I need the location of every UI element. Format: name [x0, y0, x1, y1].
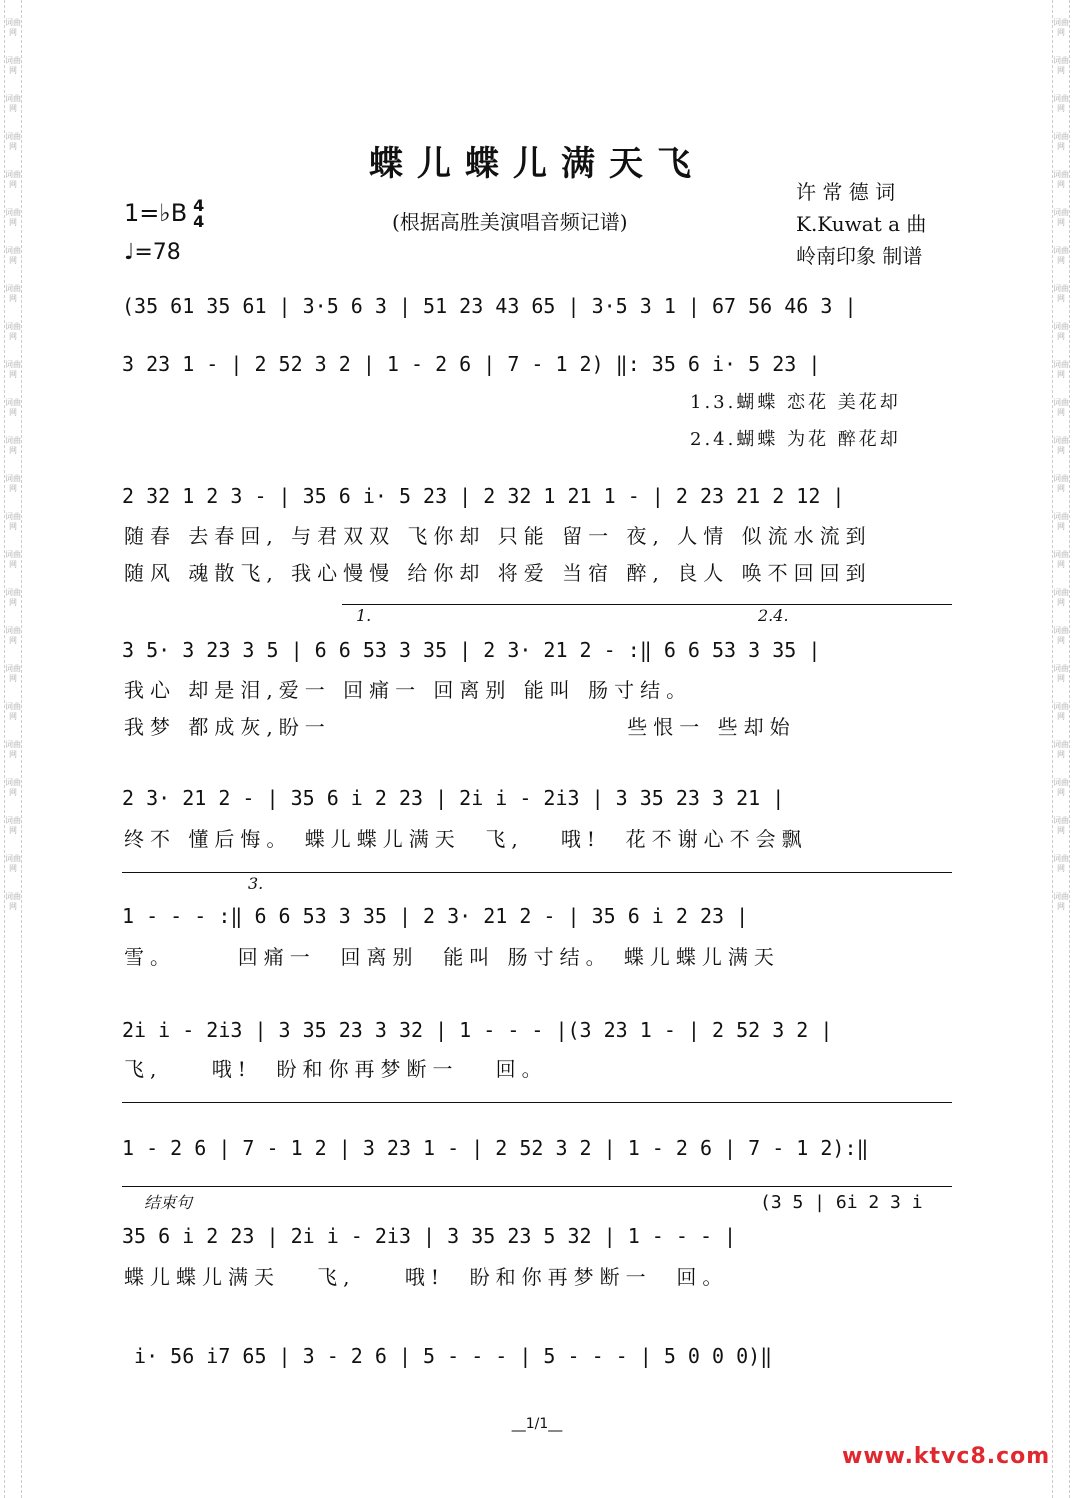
side-watermark-text: 词曲网	[1053, 664, 1069, 683]
lyric-row-2b: 2.4.蝴蝶 为花 醉花却	[690, 429, 901, 450]
section-line	[122, 1102, 952, 1103]
side-watermark-text: 词曲网	[5, 132, 21, 151]
side-watermark-text: 词曲网	[1053, 892, 1069, 911]
right-watermark-strip	[1052, 0, 1070, 1498]
volta-3-label: 3.	[248, 874, 264, 893]
ending-pickup: (3 5 | 6i 2 3 i	[760, 1192, 923, 1213]
left-watermark-strip	[4, 0, 22, 1498]
side-watermark-text: 词曲网	[5, 170, 21, 189]
side-watermark-text: 词曲网	[1053, 170, 1069, 189]
page-number: __1/1__	[511, 1416, 563, 1432]
lyric-row-3b: 随风 魂散飞, 我心慢慢 给你却 将爱 当宿 醉, 良人 唤不回回到	[124, 561, 872, 585]
side-watermark-text: 词曲网	[1053, 56, 1069, 75]
lyric-row-7: 飞, 哦! 盼和你再梦断一 回。	[124, 1057, 548, 1081]
side-watermark-text: 词曲网	[5, 322, 21, 341]
side-watermark-text: 词曲网	[5, 360, 21, 379]
side-watermark-text: 词曲网	[1053, 322, 1069, 341]
side-watermark-text: 词曲网	[1053, 474, 1069, 493]
volta-line-3	[122, 872, 952, 873]
lyric-row-5: 终不 懂后悔。 蝶儿蝶儿满天 飞, 哦! 花不谢心不会飘	[124, 827, 808, 851]
side-watermark-text: 词曲网	[5, 778, 21, 797]
volta-line	[342, 604, 952, 605]
ending-line	[122, 1186, 952, 1187]
side-watermark-text: 词曲网	[1053, 360, 1069, 379]
notation-row-2: 3 23 1 - | 2 52 3 2 | 1 - 2 6 | 7 - 1 2) ‖: 35 6 i· 5 23 |	[122, 352, 821, 376]
notation-row-6: 1 - - - :‖ 6 6 53 3 35 | 2 3· 21 2 - | 35 6 i 2 23 |	[122, 904, 749, 928]
lyric-row-9: 蝶儿蝶儿满天 飞, 哦! 盼和你再梦断一 回。	[124, 1265, 729, 1289]
side-watermark-text: 词曲网	[5, 436, 21, 455]
tempo-marking: ♩=78	[124, 240, 181, 265]
side-watermark-text: 词曲网	[5, 816, 21, 835]
lyric-row-4b: 我梦 都成灰,盼一 些恨一 些却始	[124, 715, 796, 739]
notation-row-3: 2 32 1 2 3 - | 35 6 i· 5 23 | 2 32 1 21 1 - | 2 23 21 2 12 |	[122, 484, 845, 508]
notation-row-1: (35 61 35 61 | 3·5 6 3 | 51 23 43 65 | 3·5 3 1 | 67 56 46 3 |	[122, 294, 857, 318]
notation-row-5: 2 3· 21 2 - | 35 6 i 2 23 | 2i i - 2i3 | 3 35 23 3 21 |	[122, 786, 785, 810]
time-signature: 4 4	[193, 196, 205, 231]
side-watermark-text: 词曲网	[1053, 588, 1069, 607]
side-watermark-text: 词曲网	[1053, 132, 1069, 151]
side-watermark-text: 词曲网	[1053, 246, 1069, 265]
song-title: 蝶儿蝶儿满天飞	[369, 144, 705, 184]
side-watermark-text: 词曲网	[1053, 18, 1069, 37]
notation-row-9: 35 6 i 2 23 | 2i i - 2i3 | 3 35 23 5 32 | 1 - - - |	[122, 1224, 737, 1248]
volta-24-label: 2.4.	[758, 606, 789, 625]
subtitle: (根据高胜美演唱音频记谱)	[392, 210, 628, 234]
side-watermark-text: 词曲网	[5, 246, 21, 265]
side-watermark-text: 词曲网	[5, 702, 21, 721]
side-watermark-text: 词曲网	[5, 550, 21, 569]
notation-row-7: 2i i - 2i3 | 3 35 23 3 32 | 1 - - - |(3 23 1 - | 2 52 3 2 |	[122, 1018, 833, 1042]
notation-row-8: 1 - 2 6 | 7 - 1 2 | 3 23 1 - | 2 52 3 2 | 1 - 2 6 | 7 - 1 2):‖	[122, 1136, 869, 1160]
site-watermark: www.ktvc8.com	[842, 1444, 1051, 1469]
lyric-row-2a: 1.3.蝴蝶 恋花 美花却	[690, 392, 901, 413]
side-watermark-text: 词曲网	[5, 94, 21, 113]
credits	[796, 176, 926, 272]
side-watermark-text: 词曲网	[1053, 702, 1069, 721]
side-watermark-text: 词曲网	[5, 854, 21, 873]
side-watermark-text: 词曲网	[1053, 94, 1069, 113]
side-watermark-text: 词曲网	[1053, 854, 1069, 873]
lyricist: 许 常 德 词	[796, 180, 896, 204]
ending-label: 结束句	[144, 1193, 193, 1212]
notation-row-10: i· 56 i7 65 | 3 - 2 6 | 5 - - - | 5 - - - | 5 0 0 0)‖	[122, 1344, 773, 1368]
side-watermark-text: 词曲网	[5, 284, 21, 303]
side-watermark-text: 词曲网	[5, 664, 21, 683]
side-watermark-text: 词曲网	[1053, 550, 1069, 569]
arranger: 岭南印象 制谱	[796, 244, 923, 268]
side-watermark-text: 词曲网	[5, 512, 21, 531]
side-watermark-text: 词曲网	[5, 588, 21, 607]
side-watermark-text: 词曲网	[5, 398, 21, 417]
side-watermark-text: 词曲网	[5, 208, 21, 227]
side-watermark-text: 词曲网	[5, 474, 21, 493]
side-watermark-text: 词曲网	[5, 892, 21, 911]
side-watermark-text: 词曲网	[1053, 512, 1069, 531]
side-watermark-text: 词曲网	[5, 18, 21, 37]
lyric-row-3a: 随春 去春回, 与君双双 飞你却 只能 留一 夜, 人情 似流水流到	[124, 524, 872, 548]
side-watermark-text: 词曲网	[1053, 778, 1069, 797]
lyric-row-4a: 我心 却是泪,爱一 回痛一 回离别 能叫 肠寸结。	[124, 678, 693, 702]
lyric-row-6: 雪。 回痛一 回离别 能叫 肠寸结。 蝶儿蝶儿满天	[124, 945, 780, 969]
side-watermark-text: 词曲网	[1053, 436, 1069, 455]
side-watermark-text: 词曲网	[1053, 398, 1069, 417]
composer: K.Kuwat a 曲	[796, 212, 927, 236]
side-watermark-text: 词曲网	[5, 740, 21, 759]
side-watermark-text: 词曲网	[1053, 740, 1069, 759]
side-watermark-text: 词曲网	[1053, 626, 1069, 645]
volta-1-label: 1.	[356, 606, 372, 625]
side-watermark-text: 词曲网	[1053, 208, 1069, 227]
side-watermark-text: 词曲网	[1053, 816, 1069, 835]
side-watermark-text: 词曲网	[1053, 284, 1069, 303]
notation-row-4: 3 5· 3 23 3 5 | 6 6 53 3 35 | 2 3· 21 2 - :‖ 6 6 53 3 35 |	[122, 638, 821, 662]
key-signature: 1=♭B 4 4	[124, 196, 205, 231]
side-watermark-text: 词曲网	[5, 626, 21, 645]
side-watermark-text: 词曲网	[5, 56, 21, 75]
